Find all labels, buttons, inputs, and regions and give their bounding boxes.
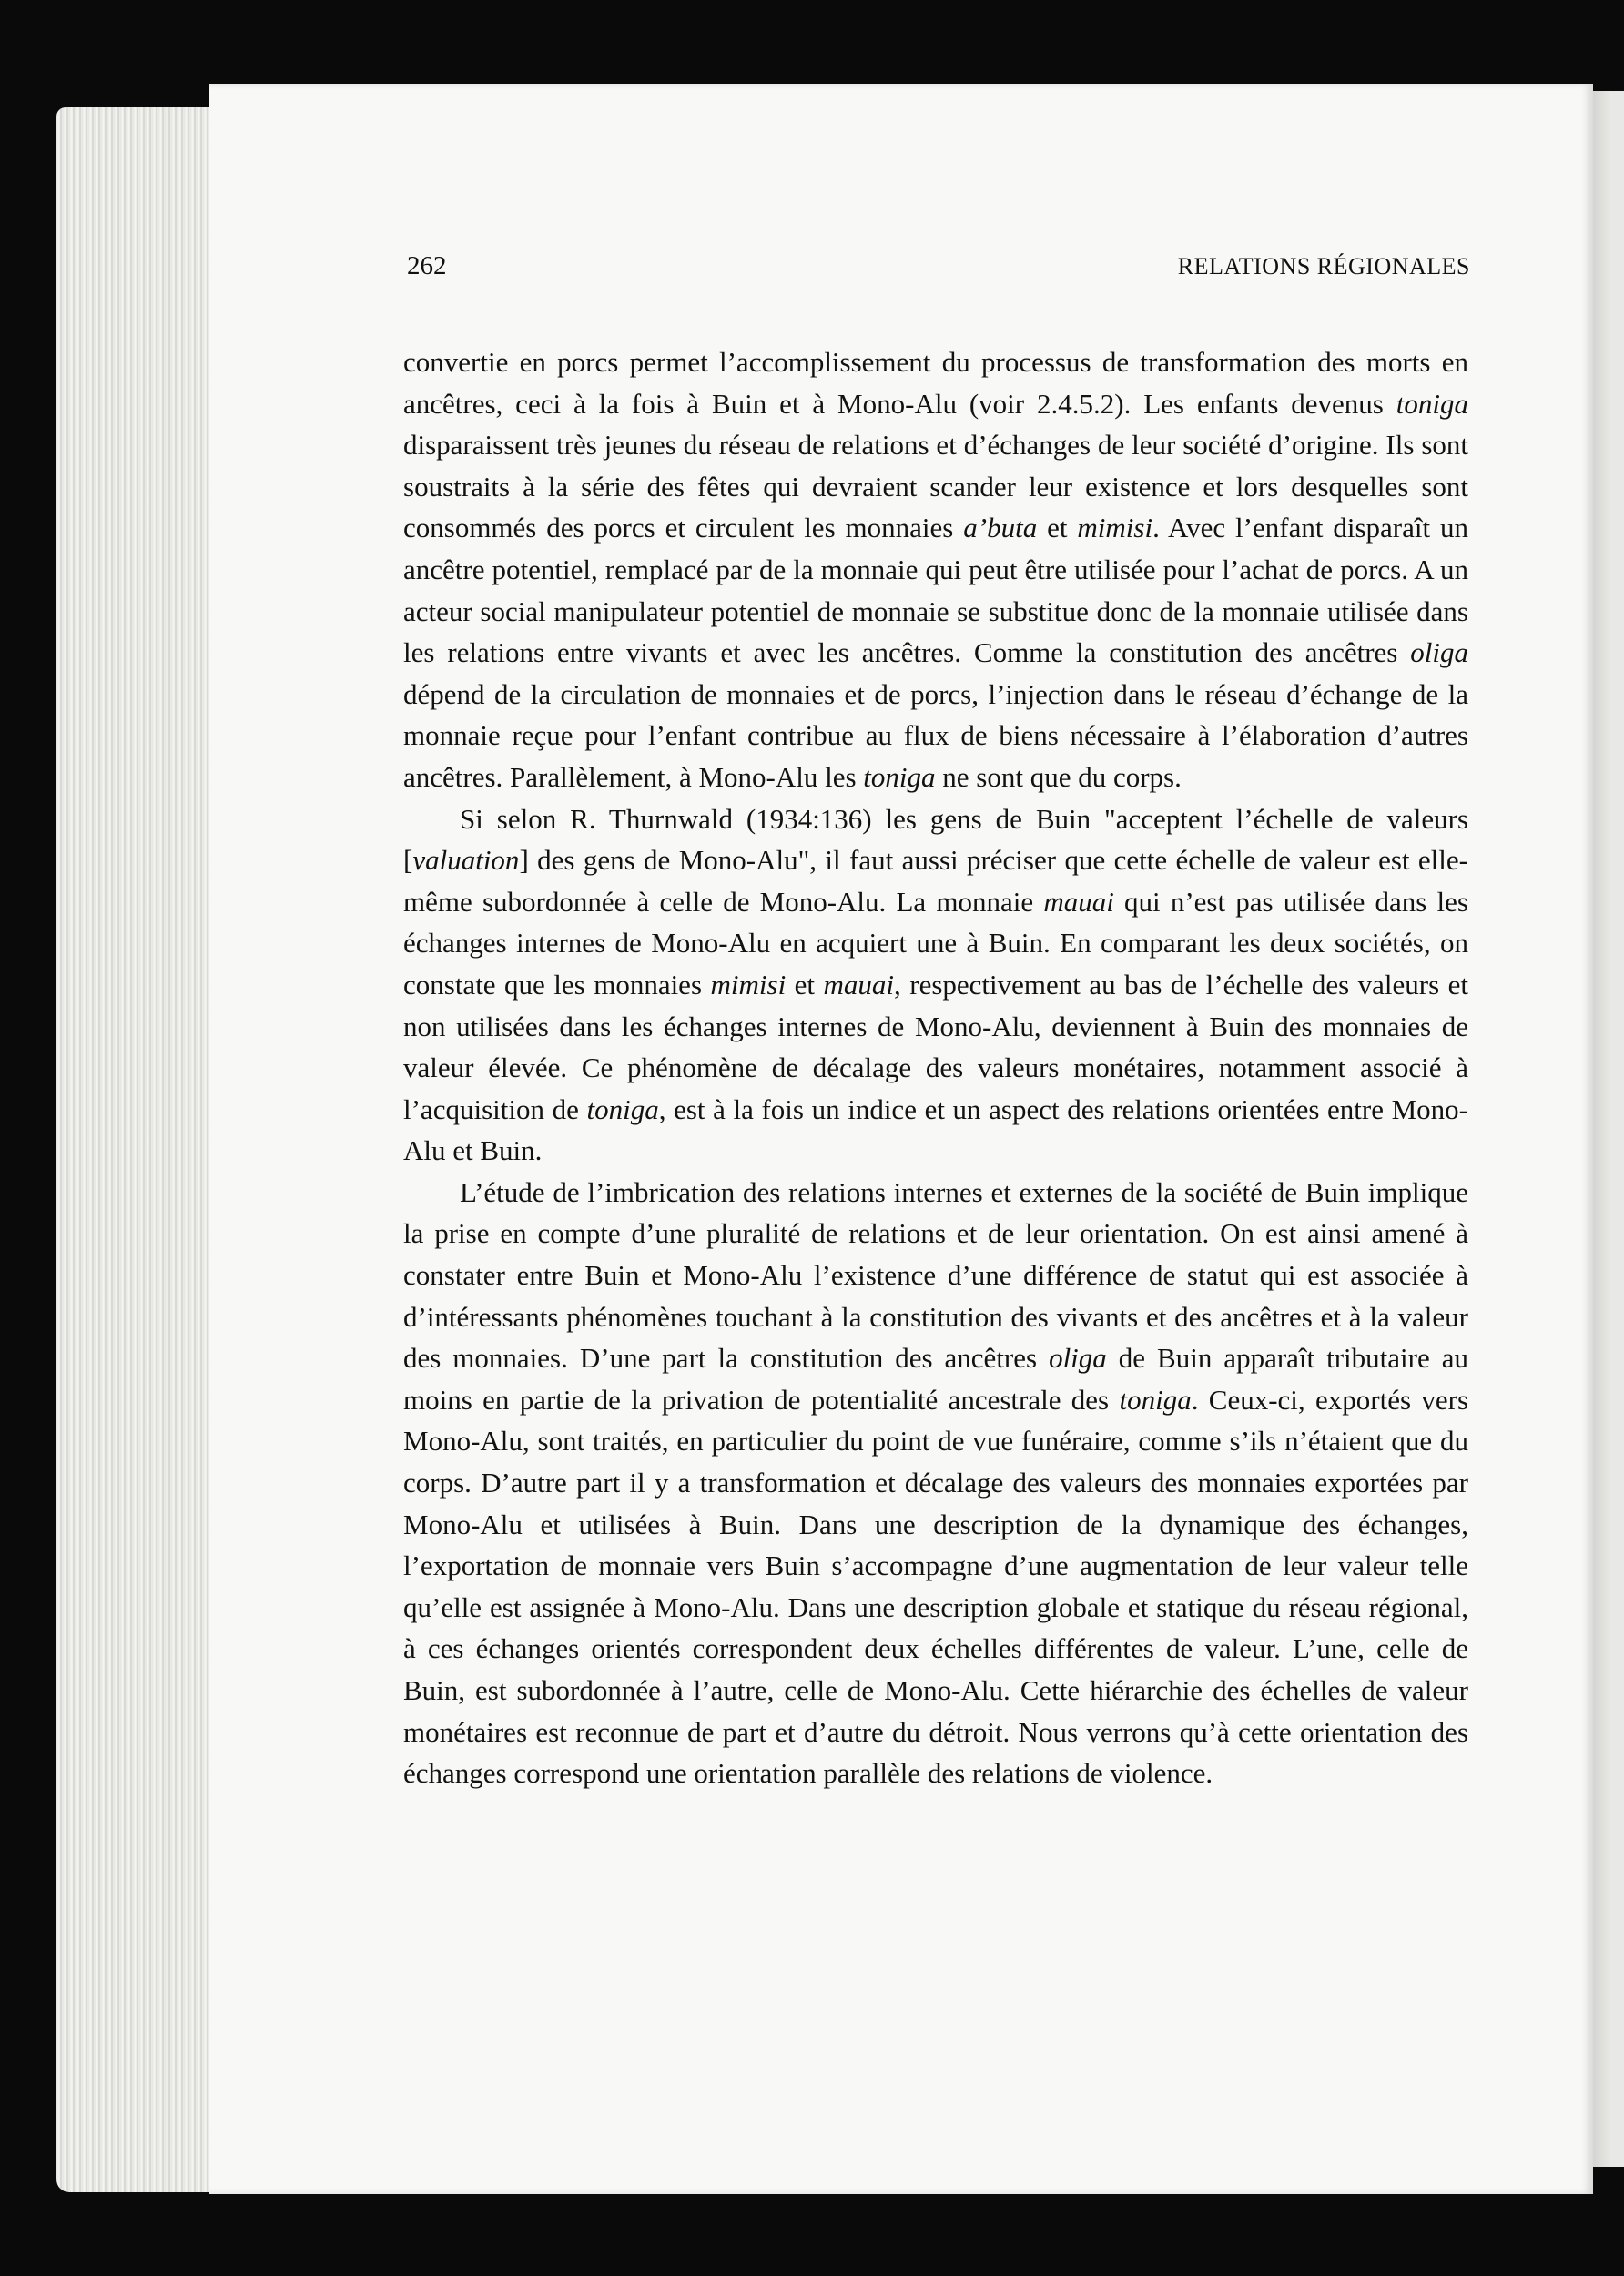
text-run: et	[1037, 512, 1078, 544]
text-run: . Ceux-ci, exportés vers Mono-Alu, sont traités, en particulier du point de vue funéraire, comme s’ils n’étaient que du corps. D’autre part il y a transformation et décalage des valeurs des monnaies exportées par Mono-Alu et utilisées à Buin. Dans une description de la dynamique des échanges, l’exportation de monnaie vers Buin s’accompagne d’une augmentation de leur valeur telle qu’elle est assignée à Mono-Alu. Dans une description globale et statique du réseau régional, à ces échanges orientés correspondent deux échelles différentes de valeur. L’une, celle de Buin, est subordonnée à l’autre, celle de Mono-Alu. Cette hiérarchie des échelles de valeur monétaires est reconnue de part et d’autre du détroit. Nous verrons qu’à cette orientation des échanges correspond une orientation parallèle des relations de violence.	[403, 1383, 1469, 1790]
text-run: , respectivement au bas de l’échelle des valeurs et non utilisées dans les échanges internes de Mono-Alu, deviennent à Buin des monnaies de valeur élevée. Ce phénomène de décalage des valeurs monétaires, notamment associé à l’acquisition de	[403, 968, 1469, 1125]
paragraph	[403, 798, 1468, 1172]
italic-term: valuation	[412, 844, 520, 877]
body-text	[403, 341, 1468, 1794]
text-run: et	[786, 968, 824, 1001]
italic-term: mauai	[823, 968, 895, 1001]
text-run: convertie en porcs permet l’accomplissement du processus de transformation des morts en ancêtres, ceci à la fois à Buin et à Mono-Alu (voir 2.4.5.2). Les enfants devenus	[403, 346, 1468, 420]
italic-term: mimisi	[710, 968, 787, 1001]
text-run: qui n’est pas utilisée dans les échanges internes de Mono-Alu en acquiert une à Buin. En comparant les deux sociétés, on constate que les monnaies	[403, 885, 1468, 1001]
italic-term: oliga	[1410, 636, 1468, 669]
text-run: disparaissent très jeunes du réseau de relations et d’échanges de leur société d’origine. Ils sont soustraits à la série des fêtes qui devraient scander leur existence et lors desquelles sont consommés des porcs et circulent les monnaies	[403, 429, 1468, 544]
text-run: dépend de la circulation de monnaies et de porcs, l’injection dans le réseau d’échange de la monnaie reçue pour l’enfant contribue au flux de biens nécessaire à l’élaboration d’autres ancêtres. Parallèlement, à Mono-Alu les	[403, 677, 1468, 793]
italic-term: mauai	[1043, 885, 1114, 918]
italic-term: toniga	[586, 1092, 659, 1125]
text-run: Si selon R. Thurnwald (1934:136) les gens de Buin "acceptent l’échelle de valeurs [	[403, 802, 1468, 877]
text-run: de Buin apparaît tributaire au moins en partie de la privation de potentialité ancestrale des	[403, 1342, 1468, 1416]
text-run: L’étude de l’imbrication des relations internes et externes de la société de Buin implique la prise en compte d’une pluralité de relations et de leur orientation. On est ainsi amené à constater entre Buin et Mono-Alu l’existence d’une différence de statut qui est associée à d’intéressants phénomènes touchant à la constitution des vivants et des ancêtres et à la valeur des monnaies. D’une part la constitution des ancêtres	[403, 1175, 1468, 1375]
paragraph	[403, 1172, 1468, 1794]
paragraph	[403, 341, 1468, 798]
italic-term: a’buta	[963, 512, 1038, 544]
page-header	[407, 251, 1470, 288]
italic-term: mimisi	[1077, 512, 1153, 544]
italic-term: oliga	[1049, 1342, 1107, 1375]
italic-term: toniga	[1119, 1383, 1192, 1416]
italic-term: toniga	[1396, 387, 1468, 420]
text-run: . Avec l’enfant disparaît un ancêtre potentiel, remplacé par de la monnaie qui peut être utilisée pour l’achat de porcs. A un acteur social manipulateur potentiel de monnaie se substitue donc de la monnaie utilisée dans les relations entre vivants et avec les ancêtres. Comme la constitution des ancêtres	[403, 512, 1469, 669]
book-page-edges	[56, 107, 229, 2192]
text-run: ne sont que du corps.	[935, 760, 1182, 793]
running-title: RELATIONS RÉGIONALES	[1177, 253, 1470, 279]
italic-term: toniga	[863, 760, 936, 793]
page-number: 262	[407, 251, 447, 280]
text-run: , est à la fois un indice et un aspect des relations orientées entre Mono-Alu et Buin.	[403, 1092, 1468, 1167]
text-run: ] des gens de Mono-Alu", il faut aussi préciser que cette échelle de valeur est elle-même subordonnée à celle de Mono-Alu. La monnaie	[403, 844, 1468, 918]
